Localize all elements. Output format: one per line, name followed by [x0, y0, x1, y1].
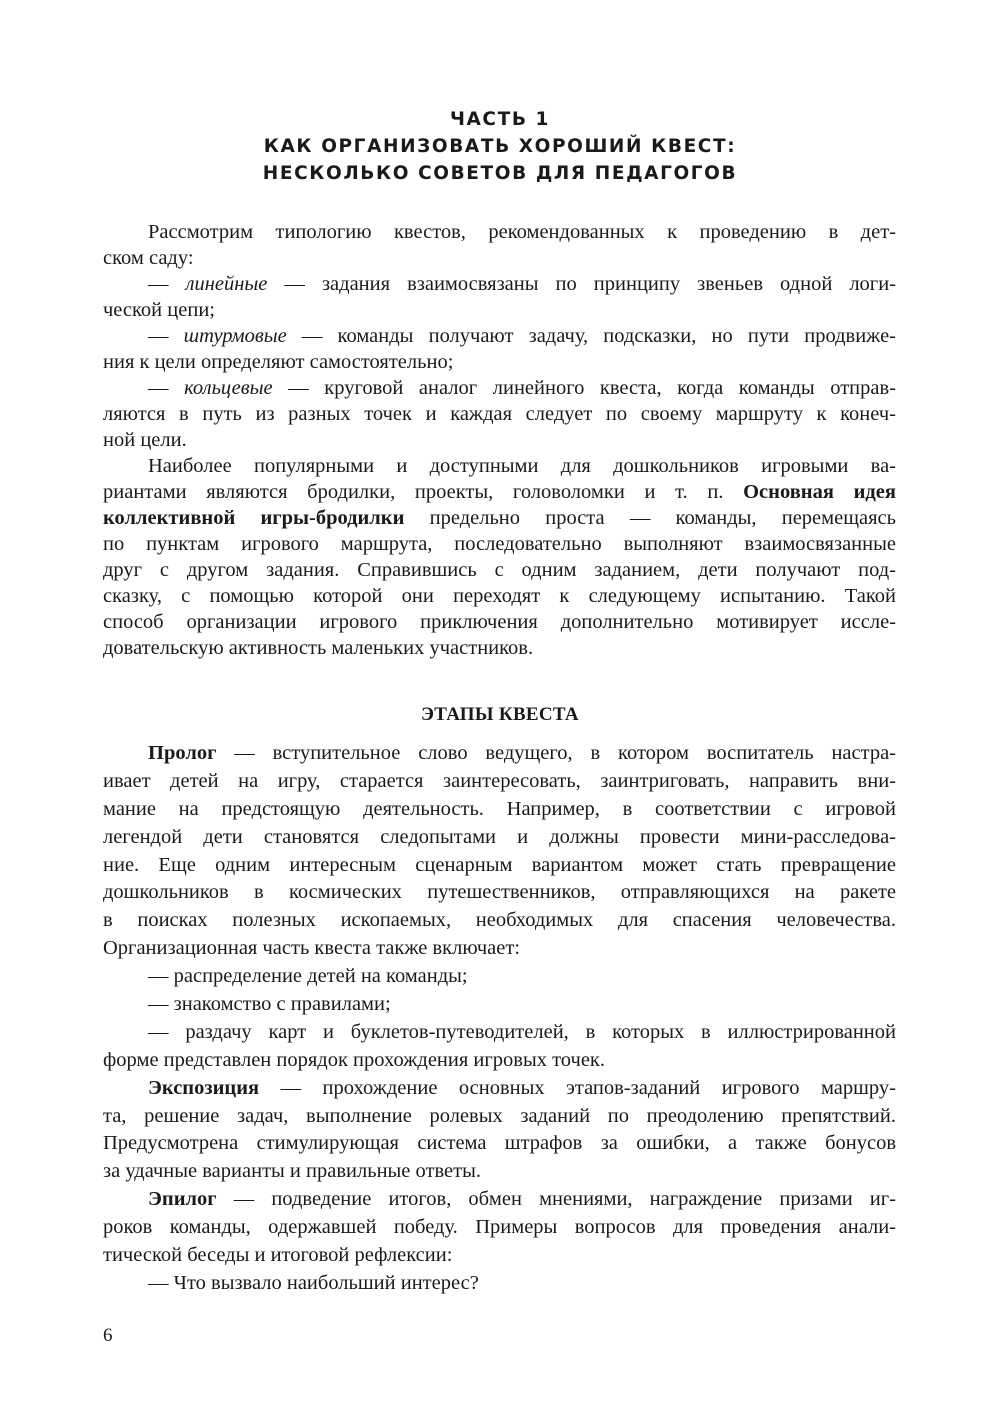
text-run: та, решение задач, выполнение ролевых заданий по преодолению препятствий.	[103, 1104, 896, 1127]
text-run: ческой цепи;	[103, 299, 215, 321]
paragraph	[103, 1019, 896, 1075]
text-run: довательскую активность маленьких участников.	[103, 637, 534, 659]
text-run: — раздачу карт и буклетов-путеводителей, в которых в иллюстрированной	[148, 1020, 896, 1043]
text-line	[103, 1186, 896, 1214]
text-line	[103, 479, 896, 505]
text-line	[103, 583, 896, 609]
bold-term: Экспозиция	[148, 1076, 260, 1099]
text-run: — прохождение основных этапов-заданий игрового маршру-	[259, 1076, 896, 1099]
text-run: — круговой аналог линейного квеста, когда команды отправ-	[272, 377, 897, 399]
text-run: Организационная часть квеста также включает:	[103, 937, 521, 960]
paragraph	[103, 1075, 896, 1187]
text-run: ляются в путь из разных точек и каждая следует по своему маршруту к конеч-	[103, 403, 896, 425]
text-line	[103, 427, 896, 453]
text-run: легендой дети становятся следопытами и должны провести мини-расследова-	[103, 825, 896, 848]
text-line	[103, 531, 896, 557]
text-line	[103, 219, 896, 245]
text-line	[103, 852, 896, 880]
text-run: ском саду:	[103, 247, 194, 269]
chapter-heading-line: ЧАСТЬ 1	[449, 109, 551, 130]
text-run: Наиболее популярными и доступными для дошкольников игровыми ва-	[148, 455, 896, 477]
text-run: мание на предстоящую деятельность. Например, в соответствии с игровой	[103, 797, 896, 820]
text-run: — команды получают задачу, подсказки, но пути продвиже-	[286, 325, 897, 347]
text-run: — знакомство с правилами;	[148, 993, 391, 1016]
text-run: — распределение детей на команды;	[148, 965, 468, 988]
text-line	[103, 1214, 896, 1242]
text-run: ной цели.	[103, 429, 187, 451]
paragraph	[103, 323, 896, 375]
text-run: —	[148, 273, 186, 295]
text-line	[103, 1242, 896, 1270]
text-line	[103, 1075, 896, 1103]
text-run: Предусмотрена стимулирующая система штрафов за ошибки, а также бонусов	[103, 1132, 896, 1155]
section-title: ЭТАПЫ КВЕСТА	[421, 704, 579, 725]
text-run: дошкольников в космических путешественников, отправляющихся на ракете	[103, 881, 896, 904]
text-line	[103, 1019, 896, 1047]
text-run: способ организации игрового приключения дополнительно мотивирует иссле-	[103, 611, 896, 633]
paragraph	[103, 1186, 896, 1270]
paragraph	[103, 453, 896, 661]
text-line	[103, 297, 896, 323]
stages-text-block	[103, 740, 896, 1298]
text-line	[103, 609, 896, 635]
text-line	[103, 349, 896, 375]
text-line	[103, 1158, 896, 1186]
text-line	[103, 557, 896, 583]
text-run: — вступительное слово ведущего, в котором воспитатель настра-	[216, 742, 896, 764]
text-line	[103, 323, 896, 349]
text-line	[103, 1270, 896, 1298]
bold-term: коллективной игры-бродилки	[103, 507, 405, 529]
paragraph	[103, 219, 896, 271]
text-run: ния к цели определяют самостоятельно;	[103, 351, 454, 373]
text-line	[103, 740, 896, 768]
text-run: роков команды, одержавшей победу. Примеры вопросов для проведения анали-	[103, 1216, 896, 1239]
italic-term: линейные	[185, 273, 268, 295]
text-run: ние. Еще одним интересным сценарным вариантом может стать превращение	[103, 853, 896, 876]
bold-term: Пролог	[148, 742, 217, 764]
text-line	[103, 245, 896, 271]
text-run: ивает детей на игру, старается заинтересовать, заинтриговать, направить вни-	[103, 769, 896, 792]
paragraph	[103, 1270, 896, 1298]
italic-term: кольцевые	[184, 377, 273, 399]
bold-term: Эпилог	[148, 1188, 217, 1211]
bold-term: Основная идея	[743, 481, 896, 503]
paragraph	[103, 963, 896, 991]
text-line	[103, 271, 896, 297]
text-line	[103, 635, 896, 661]
text-line	[103, 824, 896, 852]
text-line	[103, 401, 896, 427]
text-run: в поисках полезных ископаемых, необходимых для спасения человечества.	[103, 909, 896, 932]
paragraph	[103, 991, 896, 1019]
text-run: риантами являются бродилки, проекты, головоломки и т. п.	[103, 481, 744, 503]
text-line	[103, 768, 896, 796]
text-line	[103, 453, 896, 479]
chapter-heading	[0, 106, 1000, 187]
text-run: по пунктам игрового маршрута, последовательно выполняют взаимосвязанные	[103, 533, 896, 555]
text-line	[103, 907, 896, 935]
page-number: 6	[103, 1325, 113, 1346]
paragraph	[103, 375, 896, 453]
text-line	[103, 505, 896, 531]
text-line	[103, 935, 896, 963]
text-line	[103, 963, 896, 991]
text-run: —	[148, 377, 185, 399]
text-line	[103, 796, 896, 824]
text-run: друг с другом задания. Справившись с одним заданием, дети получают под-	[103, 559, 896, 581]
chapter-heading-line: КАК ОРГАНИЗОВАТЬ ХОРОШИЙ КВЕСТ:	[263, 136, 737, 157]
text-run: предельно проста — команды, перемещаясь	[404, 507, 896, 529]
paragraph	[103, 271, 896, 323]
text-line	[103, 991, 896, 1019]
text-run: тической беседы и итоговой рефлексии:	[103, 1244, 453, 1267]
text-run: — Что вызвало наибольший интерес?	[148, 1271, 479, 1294]
intro-text-block	[103, 219, 896, 661]
text-run: сказку, с помощью которой они переходят к следующему испытанию. Такой	[103, 585, 896, 607]
text-line	[103, 1047, 896, 1075]
text-run: Рассмотрим типологию квестов, рекомендованных к проведению в дет-	[148, 221, 896, 243]
text-line	[103, 375, 896, 401]
italic-term: штурмовые	[183, 325, 287, 347]
text-run: —	[148, 325, 184, 347]
text-run: — задания взаимосвязаны по принципу звеньев одной логи-	[267, 273, 897, 295]
text-run: — подведение итогов, обмен мнениями, награждение призами иг-	[216, 1188, 896, 1211]
chapter-heading-line: НЕСКОЛЬКО СОВЕТОВ ДЛЯ ПЕДАГОГОВ	[262, 163, 738, 184]
text-run: форме представлен порядок прохождения игровых точек.	[103, 1048, 606, 1071]
text-run: за удачные варианты и правильные ответы.	[103, 1160, 481, 1183]
text-line	[103, 879, 896, 907]
paragraph	[103, 740, 896, 963]
text-line	[103, 1130, 896, 1158]
text-line	[103, 1103, 896, 1131]
